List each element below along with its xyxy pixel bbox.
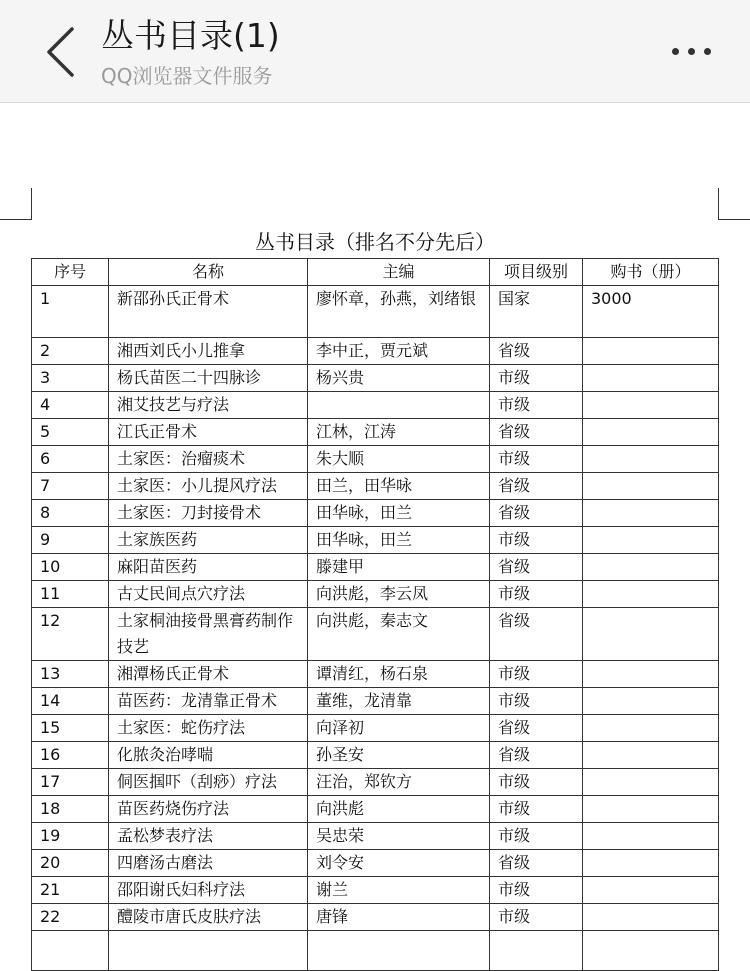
- chief-editor-cell: 董维，龙清靠: [308, 688, 490, 715]
- book-name-cell: 麻阳苗医药: [109, 554, 308, 581]
- project-level-cell: 省级: [490, 419, 583, 446]
- row-number-cell: 16: [32, 742, 109, 769]
- column-header: 序号: [32, 259, 109, 286]
- project-level-cell: 市级: [490, 581, 583, 608]
- row-number-cell: 1: [32, 286, 109, 338]
- project-level-cell: 市级: [490, 365, 583, 392]
- purchase-count-cell: [583, 823, 719, 850]
- book-name-cell: 新邵孙氏正骨术: [109, 286, 308, 338]
- project-level-cell: 省级: [490, 554, 583, 581]
- purchase-count-cell: [583, 392, 719, 419]
- purchase-count-cell: [583, 877, 719, 904]
- book-name-cell: 苗医药：龙清靠正骨术: [109, 688, 308, 715]
- purchase-count-cell: [583, 661, 719, 688]
- book-name-cell: 土家医：刀封接骨术: [109, 500, 308, 527]
- row-number-cell: 2: [32, 338, 109, 365]
- table-row: [32, 877, 719, 904]
- catalog-table-body: [32, 259, 719, 971]
- table-row: [32, 365, 719, 392]
- table-row: [32, 931, 719, 971]
- chief-editor-cell: 江林，江涛: [308, 419, 490, 446]
- book-name-cell: [109, 931, 308, 971]
- purchase-count-cell: [583, 581, 719, 608]
- book-name-cell: 杨氏苗医二十四脉诊: [109, 365, 308, 392]
- row-number-cell: 7: [32, 473, 109, 500]
- row-number-cell: 12: [32, 608, 109, 661]
- row-number-cell: 14: [32, 688, 109, 715]
- purchase-count-cell: [583, 500, 719, 527]
- project-level-cell: 省级: [490, 608, 583, 661]
- row-number-cell: 20: [32, 850, 109, 877]
- chief-editor-cell: 刘令安: [308, 850, 490, 877]
- row-number-cell: 13: [32, 661, 109, 688]
- table-row: [32, 850, 719, 877]
- chief-editor-cell: 李中正，贾元斌: [308, 338, 490, 365]
- table-row: [32, 661, 719, 688]
- book-name-cell: 邵阳谢氏妇科疗法: [109, 877, 308, 904]
- table-row: [32, 581, 719, 608]
- table-row: [32, 742, 719, 769]
- crop-mark-right-horizontal: [718, 219, 750, 220]
- project-level-cell: 市级: [490, 796, 583, 823]
- chief-editor-cell: 唐锋: [308, 904, 490, 931]
- table-row: [32, 769, 719, 796]
- crop-mark-right-vertical: [718, 188, 719, 220]
- book-name-cell: 土家族医药: [109, 527, 308, 554]
- project-level-cell: 省级: [490, 850, 583, 877]
- row-number-cell: 3: [32, 365, 109, 392]
- chief-editor-cell: 田华咏，田兰: [308, 527, 490, 554]
- book-name-cell: 苗医药烧伤疗法: [109, 796, 308, 823]
- purchase-count-cell: [583, 688, 719, 715]
- book-name-cell: 侗医掴吓（刮痧）疗法: [109, 769, 308, 796]
- table-row: [32, 688, 719, 715]
- book-name-cell: 化脓灸治哮喘: [109, 742, 308, 769]
- table-header-row: [32, 259, 719, 286]
- purchase-count-cell: 3000: [583, 286, 719, 338]
- table-row: [32, 286, 719, 338]
- back-chevron-icon[interactable]: [40, 26, 80, 78]
- row-number-cell: 11: [32, 581, 109, 608]
- chief-editor-cell: 田华咏，田兰: [308, 500, 490, 527]
- chief-editor-cell: 谢兰: [308, 877, 490, 904]
- project-level-cell: 省级: [490, 742, 583, 769]
- chief-editor-cell: 向洪彪，李云凤: [308, 581, 490, 608]
- book-name-cell: 湘西刘氏小儿推拿: [109, 338, 308, 365]
- row-number-cell: 22: [32, 904, 109, 931]
- table-row: [32, 446, 719, 473]
- column-header: 名称: [109, 259, 308, 286]
- crop-mark-left-horizontal: [0, 219, 32, 220]
- purchase-count-cell: [583, 742, 719, 769]
- row-number-cell: [32, 931, 109, 971]
- purchase-count-cell: [583, 338, 719, 365]
- project-level-cell: 市级: [490, 446, 583, 473]
- table-row: [32, 500, 719, 527]
- table-row: [32, 419, 719, 446]
- project-level-cell: 市级: [490, 392, 583, 419]
- chief-editor-cell: 谭清红，杨石泉: [308, 661, 490, 688]
- project-level-cell: 市级: [490, 823, 583, 850]
- purchase-count-cell: [583, 419, 719, 446]
- purchase-count-cell: [583, 473, 719, 500]
- page-title: 丛书目录(1): [101, 16, 280, 55]
- project-level-cell: 市级: [490, 688, 583, 715]
- project-level-cell: 省级: [490, 715, 583, 742]
- project-level-cell: 省级: [490, 500, 583, 527]
- book-name-cell: 湘艾技艺与疗法: [109, 392, 308, 419]
- purchase-count-cell: [583, 446, 719, 473]
- row-number-cell: 21: [32, 877, 109, 904]
- row-number-cell: 15: [32, 715, 109, 742]
- chief-editor-cell: 田兰，田华咏: [308, 473, 490, 500]
- table-row: [32, 527, 719, 554]
- book-name-cell: 湘潭杨氏正骨术: [109, 661, 308, 688]
- chief-editor-cell: 孙圣安: [308, 742, 490, 769]
- purchase-count-cell: [583, 796, 719, 823]
- row-number-cell: 9: [32, 527, 109, 554]
- book-name-cell: 土家桐油接骨黑膏药制作技艺: [109, 608, 308, 661]
- book-name-cell: 土家医：治瘤痰术: [109, 446, 308, 473]
- row-number-cell: 10: [32, 554, 109, 581]
- chief-editor-cell: 滕建甲: [308, 554, 490, 581]
- chief-editor-cell: [308, 392, 490, 419]
- chief-editor-cell: 廖怀章，孙燕，刘绪银: [308, 286, 490, 338]
- book-name-cell: 土家医：蛇伤疗法: [109, 715, 308, 742]
- purchase-count-cell: [583, 365, 719, 392]
- project-level-cell: 市级: [490, 661, 583, 688]
- table-row: [32, 904, 719, 931]
- project-level-cell: 省级: [490, 338, 583, 365]
- chief-editor-cell: 吴忠荣: [308, 823, 490, 850]
- table-row: [32, 608, 719, 661]
- table-row: [32, 338, 719, 365]
- project-level-cell: [490, 931, 583, 971]
- project-level-cell: 市级: [490, 877, 583, 904]
- row-number-cell: 19: [32, 823, 109, 850]
- row-number-cell: 17: [32, 769, 109, 796]
- chief-editor-cell: 向洪彪，秦志文: [308, 608, 490, 661]
- column-header: 主编: [308, 259, 490, 286]
- project-level-cell: 市级: [490, 769, 583, 796]
- row-number-cell: 8: [32, 500, 109, 527]
- book-name-cell: 江氏正骨术: [109, 419, 308, 446]
- table-row: [32, 473, 719, 500]
- row-number-cell: 18: [32, 796, 109, 823]
- column-header: 购书（册）: [583, 259, 719, 286]
- row-number-cell: 5: [32, 419, 109, 446]
- chief-editor-cell: [308, 931, 490, 971]
- table-row: [32, 796, 719, 823]
- page-subtitle: QQ浏览器文件服务: [101, 64, 273, 88]
- chief-editor-cell: 向洪彪: [308, 796, 490, 823]
- row-number-cell: 4: [32, 392, 109, 419]
- purchase-count-cell: [583, 769, 719, 796]
- document-title: 丛书目录（排名不分先后）: [255, 230, 495, 254]
- purchase-count-cell: [583, 608, 719, 661]
- crop-mark-left-vertical: [31, 188, 32, 220]
- chief-editor-cell: 杨兴贵: [308, 365, 490, 392]
- table-row: [32, 392, 719, 419]
- chief-editor-cell: 朱大顺: [308, 446, 490, 473]
- project-level-cell: 市级: [490, 527, 583, 554]
- chief-editor-cell: 汪治，郑钦方: [308, 769, 490, 796]
- purchase-count-cell: [583, 904, 719, 931]
- table-row: [32, 715, 719, 742]
- purchase-count-cell: [583, 527, 719, 554]
- catalog-table: [31, 258, 719, 971]
- book-name-cell: 孟松梦表疗法: [109, 823, 308, 850]
- chief-editor-cell: 向泽初: [308, 715, 490, 742]
- project-level-cell: 省级: [490, 473, 583, 500]
- book-name-cell: 古丈民间点穴疗法: [109, 581, 308, 608]
- purchase-count-cell: [583, 554, 719, 581]
- book-name-cell: 土家医：小儿提风疗法: [109, 473, 308, 500]
- column-header: 项目级别: [490, 259, 583, 286]
- purchase-count-cell: [583, 931, 719, 971]
- purchase-count-cell: [583, 850, 719, 877]
- project-level-cell: 市级: [490, 904, 583, 931]
- table-row: [32, 554, 719, 581]
- project-level-cell: 国家: [490, 286, 583, 338]
- purchase-count-cell: [583, 715, 719, 742]
- book-name-cell: 醴陵市唐氏皮肤疗法: [109, 904, 308, 931]
- app-header: [0, 0, 750, 103]
- row-number-cell: 6: [32, 446, 109, 473]
- more-options-icon[interactable]: [668, 44, 716, 60]
- table-row: [32, 823, 719, 850]
- book-name-cell: 四磨汤古磨法: [109, 850, 308, 877]
